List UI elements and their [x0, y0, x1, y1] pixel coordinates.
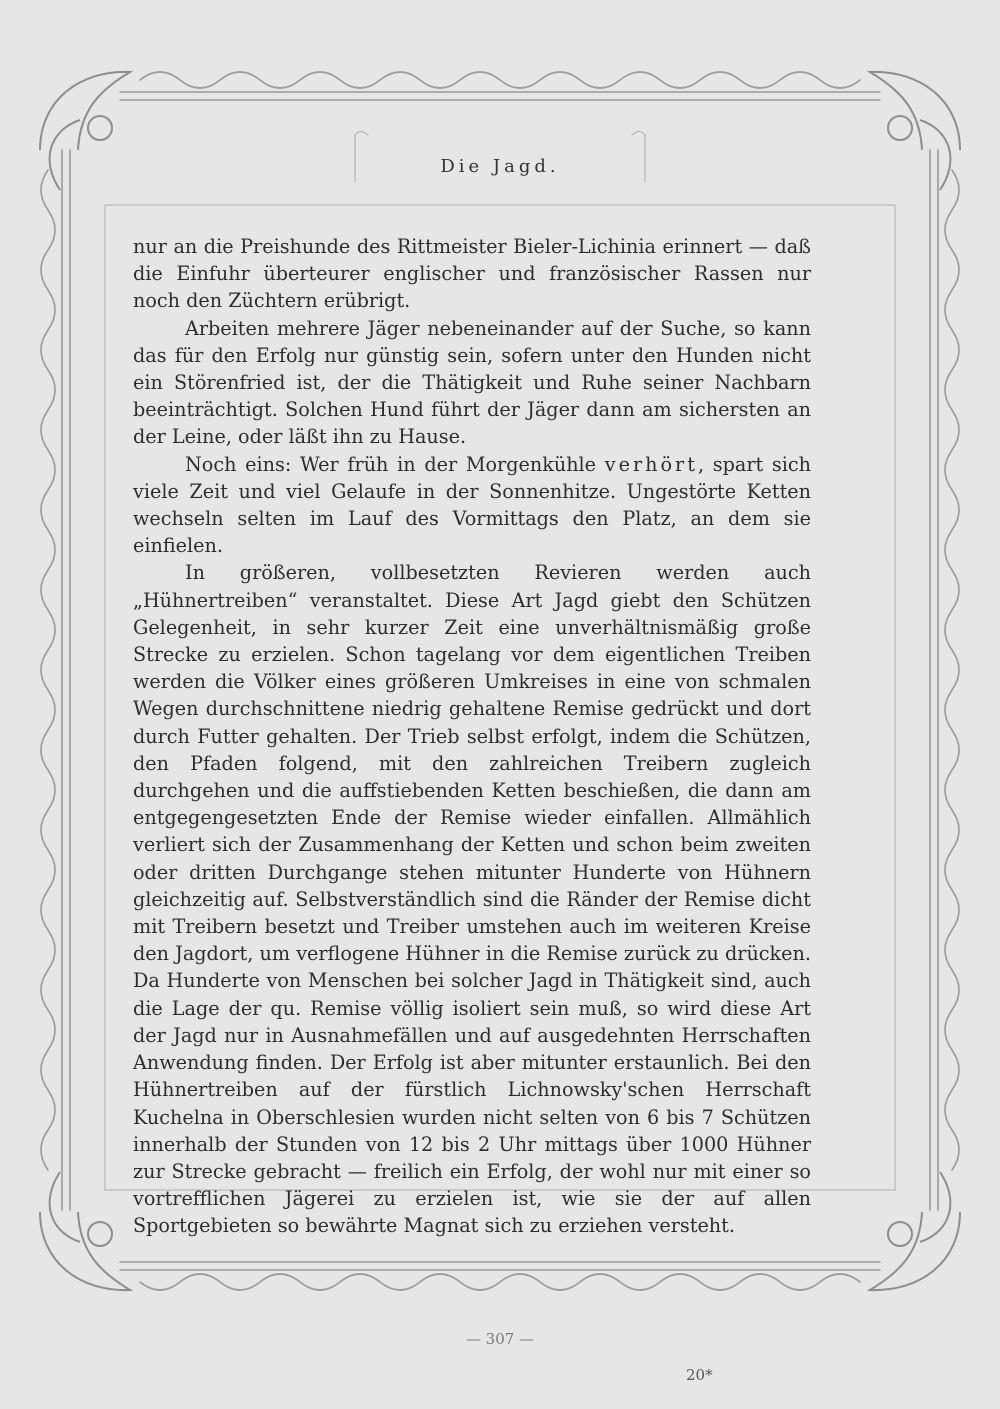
page-number: — 307 — [465, 1330, 535, 1348]
page-header-title: Die Jagd. [440, 156, 560, 177]
paragraph: In größeren, vollbesetzten Revieren werden auch „Hühnertreiben“ veranstaltet. Diese Art Jagd giebt den Schützen Gelegenheit, in sehr kurzer Zeit eine unverhältnismäßig große Strecke zu erzielen. Schon tagelang vor dem eigentlichen Treiben werden die Völker eines größeren Umkreises in eine von schmalen Wegen durchschnittene niedrig gehaltene Remise gedrückt und dort durch Futter gehalten. Der Trieb selbst erfolgt, indem die Schützen, den Pfaden folgend, mit den zahlreichen Treibern zugleich durchgehen und die auffstiebenden Ketten beschießen, die dann am entgegengesetzten Ende der Remise wieder einfallen. Allmählich verliert sich der Zusammenhang der Ketten und schon beim zweiten oder dritten Durchgange stehen mitunter Hunderte von Hühnern gleichzeitig auf. Selbstverständlich sind die Ränder der Remise dicht mit Treibern besetzt und Treiber umstehen auch im weiteren Kreise den Jagdort, um verflogene Hühner in die Remise zurück zu drücken. Da Hunderte von Menschen bei solcher Jagd in Thätigkeit sind, auch die Lage der qu. Remise völlig isoliert sein muß, so wird diese Art der Jagd nur in Ausnahmefällen und auf ausgedehnten Herrschaften Anwendung finden. Der Erfolg ist aber mitunter erstaunlich. Bei den Hühnertreiben auf der fürstlich Lichnowsky'schen Herrschaft Kuchelna in Oberschlesien wurden nicht selten von 6 bis 7 Schützen innerhalb der Stunden von 12 bis 2 Uhr mittags über 1000 Hühner zur Strecke gebracht — freilich ein Erfolg, der wohl nur mit einer so vortrefflichen Jägerei zu erzielen ist, wie sie der auf allen Sportgebieten so bewährte Magnat sich zu erziehen versteht. [133, 561, 811, 1238]
paragraph: Arbeiten mehrere Jäger nebeneinander auf der Suche, so kann das für den Erfolg nur günstig sein, sofern unter den Hunden nicht ein Störenfried ist, der die Thätigkeit und Ruhe seiner Nachbarn beeinträchtigt. Solchen Hund führt der Jäger dann am sichersten an der Leine, oder läßt ihn zu Hause. [133, 316, 811, 449]
paragraph-text: , spart sich viele Zeit und viel Gelaufe in der Sonnenhitze. Ungestörte Ketten wechseln selten im Lauf des Vormittags den Platz, an dem sie einfielen. [133, 452, 811, 558]
signature-mark: 20* [686, 1366, 713, 1384]
paragraph-text: Noch eins: Wer früh in der Morgenkühle [185, 452, 605, 476]
paragraph: nur an die Preishunde des Rittmeister Bieler-Lichinia erinnert — daß die Einfuhr überteurer englischer und französischer Rassen nur noch den Züchtern erübrigt. [133, 235, 811, 313]
spaced-emphasis: verhört [604, 452, 698, 476]
paragraph [133, 451, 811, 560]
body-text [133, 233, 811, 1240]
